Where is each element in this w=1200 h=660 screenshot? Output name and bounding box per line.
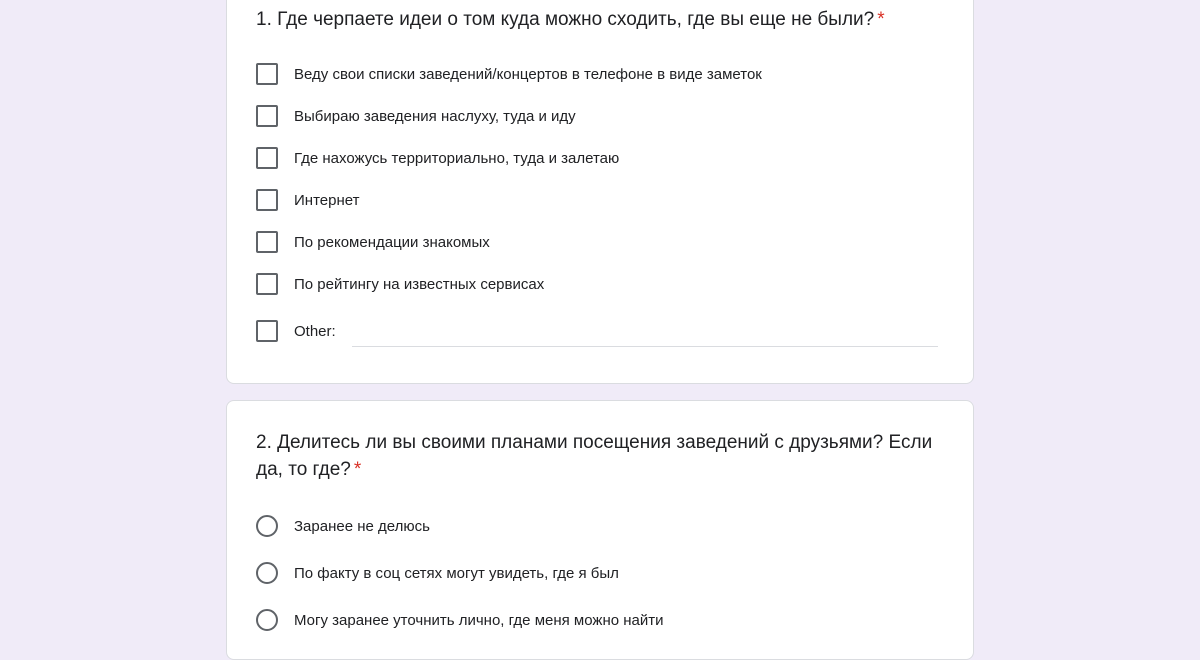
- checkbox-option-label: Интернет: [294, 191, 360, 209]
- radio-option-1[interactable]: [255, 513, 430, 539]
- question-title-2-text: 2. Делитесь ли вы своими планами посещения заведений с друзьями? Если да, то где?: [256, 432, 933, 480]
- required-asterisk: *: [353, 459, 362, 480]
- radio-icon[interactable]: [256, 515, 278, 537]
- radio-icon[interactable]: [256, 562, 278, 584]
- checkbox-option-2[interactable]: [255, 103, 576, 129]
- radio-option-3[interactable]: [255, 607, 664, 633]
- required-asterisk: *: [877, 9, 885, 30]
- radio-option-label: Могу заранее уточнить лично, где меня можно найти: [294, 611, 664, 629]
- checkbox-option-label: Веду свои списки заведений/концертов в телефоне в виде заметок: [294, 65, 762, 83]
- checkbox-option-3[interactable]: [255, 145, 619, 171]
- question-title-2: [256, 429, 946, 483]
- checkbox-option-label: По рейтингу на известных сервисах: [294, 275, 545, 293]
- checkbox-icon[interactable]: [256, 63, 278, 85]
- other-label: Other:: [294, 322, 336, 340]
- checkbox-option-5[interactable]: [255, 229, 490, 255]
- checkbox-option-6[interactable]: [255, 271, 544, 297]
- question-title-1-text: 1. Где черпаете идеи о том куда можно сходить, где вы еще не были?: [256, 9, 875, 30]
- checkbox-option-1[interactable]: [255, 61, 762, 87]
- other-text-input[interactable]: [352, 324, 938, 347]
- checkbox-option-4[interactable]: [255, 187, 359, 213]
- question-card-2: [226, 400, 974, 660]
- radio-icon[interactable]: [256, 609, 278, 631]
- radio-option-2[interactable]: [255, 560, 619, 586]
- checkbox-option-label: По рекомендации знакомых: [294, 233, 490, 251]
- question-card-1: [226, 0, 974, 384]
- checkbox-icon[interactable]: [256, 231, 278, 253]
- question-title-1: [256, 6, 946, 33]
- checkbox-option-other[interactable]: [255, 318, 336, 344]
- checkbox-option-label: Где нахожусь территориально, туда и залетаю: [294, 149, 620, 167]
- checkbox-icon[interactable]: [256, 320, 278, 342]
- checkbox-option-label: Выбираю заведения наслуху, туда и иду: [294, 107, 576, 125]
- radio-option-label: По факту в соц сетях могут увидеть, где я был: [294, 564, 619, 582]
- checkbox-icon[interactable]: [256, 189, 278, 211]
- checkbox-icon[interactable]: [256, 105, 278, 127]
- checkbox-icon[interactable]: [256, 273, 278, 295]
- radio-option-label: Заранее не делюсь: [294, 517, 430, 535]
- checkbox-icon[interactable]: [256, 147, 278, 169]
